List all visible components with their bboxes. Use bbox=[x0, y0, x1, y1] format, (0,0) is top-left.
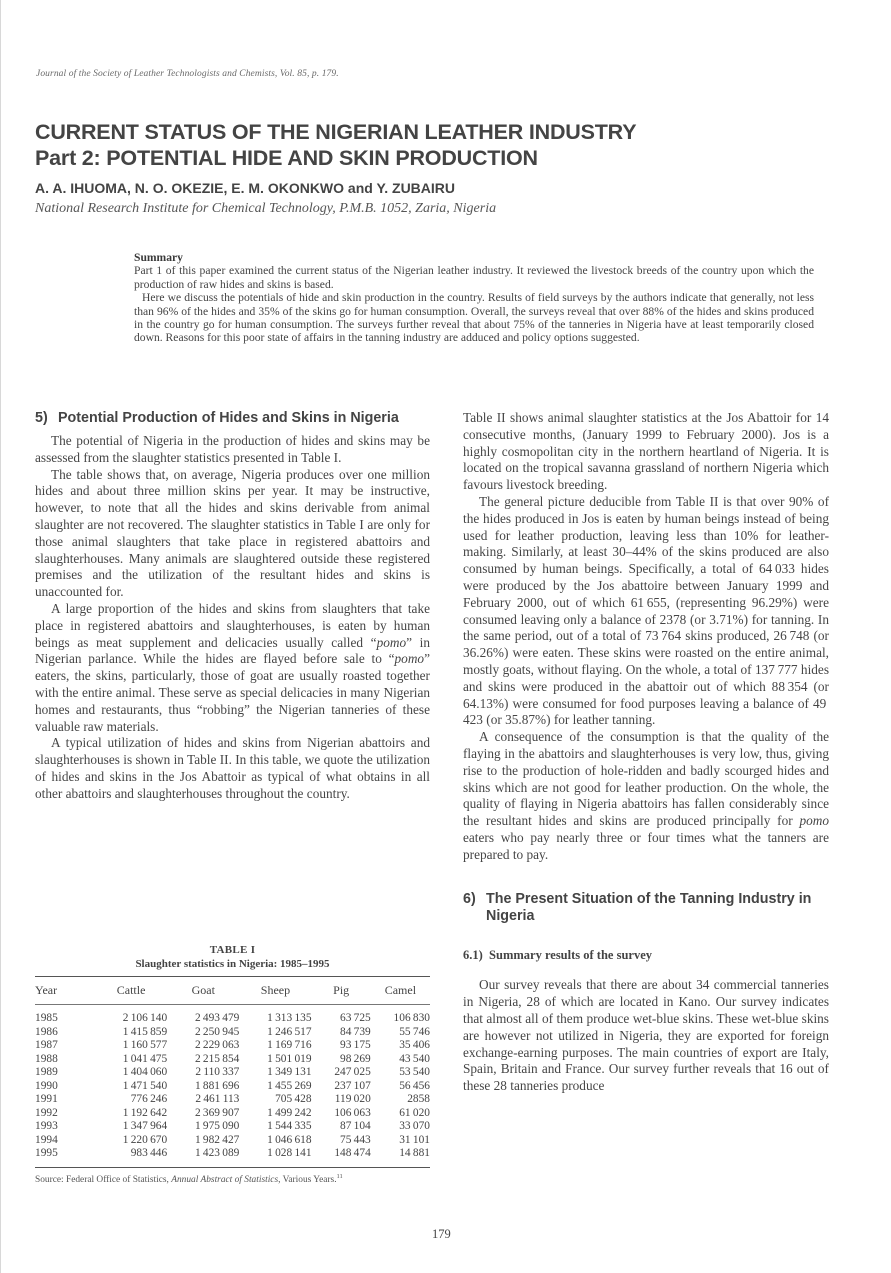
value-cell: 63 725 bbox=[340, 1012, 371, 1024]
text-run: A consequence of the consumption is that the quality of the flaying in the abattoirs and slaughterhouses is very low, thus, giving rise to the production of hole-ridden and badly scourged hides and skins which are not good for leather production. On the whole, the quality of flaying in Nigeria abattoirs has fallen considerably since the resultant hides and skins are produced principally for bbox=[463, 729, 829, 829]
value-cell: 106 830 bbox=[393, 1012, 430, 1024]
section-title: The Present Situation of the Tanning Industry in Nigeria bbox=[486, 890, 812, 924]
value-cell: 2 369 907 bbox=[194, 1106, 240, 1119]
year-cell: 1992 bbox=[35, 1106, 58, 1119]
body-paragraph: The table shows that, on average, Nigeria produces over one million hides and about three million skins per year. It may be instructive, however, to note that all the hides and skins derivable from animal slaughter are not recovered. The slaughter statistics in Table I are only for those animal slaughters that take place in registered abattoirs and slaughterhouses. Many animals are slaughtered outside these registered premises and the utilization of the resultant hides and skins is unaccounted for. bbox=[35, 466, 430, 600]
value-cell: 1 347 964 bbox=[122, 1120, 168, 1132]
year-cell: 1987 bbox=[35, 1039, 58, 1051]
value-cell: 1 169 716 bbox=[267, 1039, 312, 1051]
left-column bbox=[35, 410, 430, 803]
body-paragraph bbox=[463, 729, 829, 863]
subsection-number: 6.1) bbox=[463, 947, 483, 962]
value-cell: 14 881 bbox=[371, 1147, 430, 1167]
column-header: Camel bbox=[371, 977, 430, 1005]
affiliation: National Research Institute for Chemical Technology, P.M.B. 1052, Zaria, Nigeria bbox=[35, 201, 497, 216]
text-run: A large proportion of the hides and skins from slaughters that take place in registered abattoirs and slaughterhouses, is eaten by human beings as meat supplement and delicacies usually called “ bbox=[35, 600, 430, 650]
pomo-term: pomo bbox=[799, 813, 829, 829]
value-cell: 1 404 060 bbox=[122, 1066, 168, 1078]
body-paragraph bbox=[35, 601, 430, 735]
value-cell: 84 739 bbox=[340, 1025, 371, 1038]
year-cell: 1986 bbox=[35, 1025, 58, 1038]
section-title: Potential Production of Hides and Skins in Nigeria bbox=[58, 410, 399, 426]
value-cell: 1 455 269 bbox=[267, 1079, 312, 1092]
value-cell: 33 070 bbox=[399, 1120, 430, 1132]
authors: A. A. IHUOMA, N. O. OKEZIE, E. M. OKONKWO and Y. ZUBAIRU bbox=[35, 180, 456, 196]
table-1 bbox=[35, 944, 430, 1185]
right-column bbox=[463, 410, 829, 1095]
value-cell: 705 428 bbox=[275, 1093, 312, 1105]
table-row bbox=[35, 1080, 430, 1094]
year-cell: 1985 bbox=[35, 1012, 58, 1024]
value-cell: 1 028 141 bbox=[239, 1147, 311, 1167]
value-cell: 93 175 bbox=[340, 1039, 371, 1051]
value-cell: 55 746 bbox=[399, 1025, 430, 1038]
value-cell: 35 406 bbox=[399, 1039, 430, 1051]
value-cell: 119 020 bbox=[334, 1093, 371, 1105]
value-cell: 2 250 945 bbox=[194, 1025, 240, 1038]
text-run: , Various Years. bbox=[278, 1174, 337, 1185]
value-cell: 61 020 bbox=[399, 1106, 430, 1119]
value-cell: 53 540 bbox=[399, 1066, 430, 1078]
value-cell: 1 881 696 bbox=[194, 1079, 240, 1092]
value-cell: 1 499 242 bbox=[267, 1106, 312, 1119]
text-run: ” in Nigerian parlance. While the hides are flayed before sale to “ bbox=[35, 634, 430, 667]
title-line-2: Part 2: POTENTIAL HIDE AND SKIN PRODUCTION bbox=[35, 146, 538, 170]
value-cell: 148 474 bbox=[312, 1147, 371, 1167]
journal-citation: Journal of the Society of Leather Technologists and Chemists, Vol. 85, p. 179. bbox=[36, 69, 339, 79]
table-row bbox=[35, 1093, 430, 1107]
text-run: eaters who pay nearly three or four times what the tanners are prepared to pay. bbox=[463, 829, 829, 862]
value-cell: 1 220 670 bbox=[122, 1133, 168, 1146]
value-cell: 1 415 859 bbox=[122, 1025, 168, 1038]
value-cell: 1 160 577 bbox=[122, 1039, 168, 1051]
value-cell: 237 107 bbox=[334, 1079, 371, 1092]
year-cell: 1994 bbox=[35, 1133, 58, 1146]
table-caption: Slaughter statistics in Nigeria: 1985–1995 bbox=[135, 958, 330, 970]
pomo-term: pomo bbox=[376, 634, 407, 650]
value-cell: 247 025 bbox=[334, 1066, 371, 1078]
table-row bbox=[35, 1026, 430, 1040]
year-cell: 1993 bbox=[35, 1120, 58, 1132]
body-paragraph: Our survey reveals that there are about 34 commercial tanneries in Nigeria, 28 of which are located in Kano. Our survey indicates that almost all of them produce wet-blue skins. These wet-blue skins are however not utilized in Nigeria, they are exported for foreign exchange-earning purposes. The main countries of export are Italy, Spain, Britain and France. Our survey further reveals that 16 out of these 28 tanneries produce bbox=[463, 977, 829, 1094]
table-source-note bbox=[35, 1173, 430, 1185]
summary-paragraph: Part 1 of this paper examined the current status of the Nigerian leather industry. It reviewed the livestock breeds of the country upon which the production of raw hides and skins is based. bbox=[134, 264, 814, 291]
text-run: ” eaters, the skins, particularly, those of goat are usually roasted together with the entire animal. These serve as special delicacies in many Nigerian homes and restaurants, thus “robbing” the Nigerian tanneries of these valuable raw materials. bbox=[35, 651, 430, 734]
value-cell: 776 246 bbox=[130, 1093, 168, 1105]
section-5-heading bbox=[35, 410, 430, 427]
table-row bbox=[35, 1147, 430, 1167]
table-row bbox=[35, 1066, 430, 1080]
year-cell: 1988 bbox=[35, 1052, 58, 1065]
table-row bbox=[35, 1120, 430, 1134]
value-cell: 1 975 090 bbox=[194, 1120, 240, 1132]
column-header: Goat bbox=[167, 977, 239, 1005]
value-cell: 1 313 135 bbox=[267, 1012, 312, 1024]
value-cell: 1 423 089 bbox=[167, 1147, 239, 1167]
reference-marker: 11 bbox=[336, 1172, 343, 1180]
value-cell: 2 106 140 bbox=[122, 1012, 168, 1024]
page-edge bbox=[0, 0, 1, 1273]
body-paragraph: Table II shows animal slaughter statistics at the Jos Abattoir for 14 consecutive months, (January 1999 to February 2000). Jos is a highly cosmopolitan city in the northern heartland of Nigeria. It is located on the tropical savanna grassland of northern Nigeria which favours livestock breeding. bbox=[463, 410, 829, 493]
value-cell: 98 269 bbox=[340, 1052, 371, 1065]
table-body bbox=[35, 1005, 430, 1168]
value-cell: 1 544 335 bbox=[267, 1120, 312, 1132]
text-run: Source: Federal Office of Statistics, bbox=[35, 1174, 172, 1185]
value-cell: 2 461 113 bbox=[195, 1093, 240, 1105]
body-paragraph: The general picture deducible from Table II is that over 90% of the hides produced in Jos is eaten by human beings instead of being used for leather production, leaving less than 10% for leather-making. Similarly, at least 30–44% of the skins produced are also consumed by human beings. Specifically, a total of 64 033 hides were produced by the Jos abattoire between January 1999 and February 2000, out of which 61 655, (representing 96.29%) were consumed leaving only a balance of 2378 (or 3.71%) for tanning. In the same period, out of a total of 73 764 skins produced, 26 748 (or 36.26%) were eaten. These skins were roasted on the entire animal, mostly goats, without flaying. On the whole, a total of 137 777 hides and skins were produced in the abattoir out of which 88 354 (or 64.13%) were consumed for food purposes leaving a balance of 49 423 (or 35.87%) for leather tanning. bbox=[463, 493, 829, 728]
column-header: Cattle bbox=[95, 977, 167, 1005]
body-paragraph: A typical utilization of hides and skins from Nigerian abattoirs and slaughterhouses is shown in Table II. In this table, we quote the utilization of hides and skins in the Jos Abattoir as typical of what obtains in all other abattoirs and slaughterhouses throughout the country. bbox=[35, 735, 430, 801]
table-header-row bbox=[35, 977, 430, 1005]
year-cell: 1989 bbox=[35, 1066, 58, 1078]
value-cell: 1 192 642 bbox=[122, 1106, 168, 1119]
subsection-title: Summary results of the survey bbox=[489, 947, 652, 962]
source-title: Annual Abstract of Statistics bbox=[171, 1174, 279, 1185]
column-header: Pig bbox=[312, 977, 371, 1005]
value-cell: 75 443 bbox=[340, 1133, 371, 1146]
summary-paragraph: Here we discuss the potentials of hide and skin production in the country. Results of field surveys by the authors indicate that generally, not less than 96% of the hides and 35% of the skins go for human consumption. Overall, the surveys reveal that over 88% of the hides and skins produced in the country go for human consumption. The surveys further reveal that about 75% of the tanneries in Nigeria have at least temporarily closed down. Reasons for this poor state of affairs in the tanning industry are adduced and policy options suggested. bbox=[134, 291, 814, 345]
column-header: Sheep bbox=[239, 977, 311, 1005]
table-row bbox=[35, 1053, 430, 1067]
column-header: Year bbox=[35, 977, 95, 1005]
value-cell: 1 982 427 bbox=[194, 1133, 240, 1146]
value-cell: 106 063 bbox=[334, 1106, 371, 1119]
value-cell: 2 110 337 bbox=[195, 1066, 240, 1078]
pomo-term: pomo bbox=[394, 651, 425, 667]
value-cell: 1 471 540 bbox=[122, 1079, 168, 1092]
table-row bbox=[35, 1005, 430, 1026]
year-cell: 1991 bbox=[35, 1093, 58, 1105]
page-number: 179 bbox=[432, 1227, 451, 1241]
value-cell: 31 101 bbox=[399, 1133, 430, 1146]
value-cell: 1 501 019 bbox=[267, 1052, 312, 1065]
slaughter-statistics-table bbox=[35, 976, 430, 1168]
value-cell: 1 246 517 bbox=[267, 1025, 312, 1038]
article-title bbox=[35, 119, 855, 171]
table-row bbox=[35, 1107, 430, 1121]
value-cell: 1 349 131 bbox=[267, 1066, 312, 1078]
value-cell: 87 104 bbox=[340, 1120, 371, 1132]
value-cell: 43 540 bbox=[399, 1052, 430, 1065]
section-6-heading bbox=[463, 891, 829, 925]
section-number: 6) bbox=[463, 890, 476, 907]
value-cell: 2 215 854 bbox=[194, 1052, 240, 1065]
table-label: TABLE I bbox=[209, 944, 256, 956]
value-cell: 983 446 bbox=[95, 1147, 167, 1167]
value-cell: 2858 bbox=[407, 1093, 430, 1105]
title-line-1: CURRENT STATUS OF THE NIGERIAN LEATHER INDUSTRY bbox=[35, 120, 637, 144]
body-paragraph: The potential of Nigeria in the production of hides and skins may be assessed from the slaughter statistics presented in Table I. bbox=[35, 433, 430, 465]
summary-heading: Summary bbox=[134, 251, 183, 264]
value-cell: 56 456 bbox=[399, 1079, 430, 1092]
year-cell: 1995 bbox=[35, 1147, 95, 1167]
subsection-6-1-heading bbox=[463, 947, 829, 964]
summary-block bbox=[134, 251, 814, 345]
value-cell: 1 041 475 bbox=[122, 1052, 168, 1065]
value-cell: 1 046 618 bbox=[267, 1133, 312, 1146]
section-number: 5) bbox=[35, 410, 48, 426]
table-row bbox=[35, 1039, 430, 1053]
value-cell: 2 229 063 bbox=[194, 1039, 240, 1051]
value-cell: 2 493 479 bbox=[194, 1012, 240, 1024]
year-cell: 1990 bbox=[35, 1079, 58, 1092]
table-row bbox=[35, 1134, 430, 1148]
